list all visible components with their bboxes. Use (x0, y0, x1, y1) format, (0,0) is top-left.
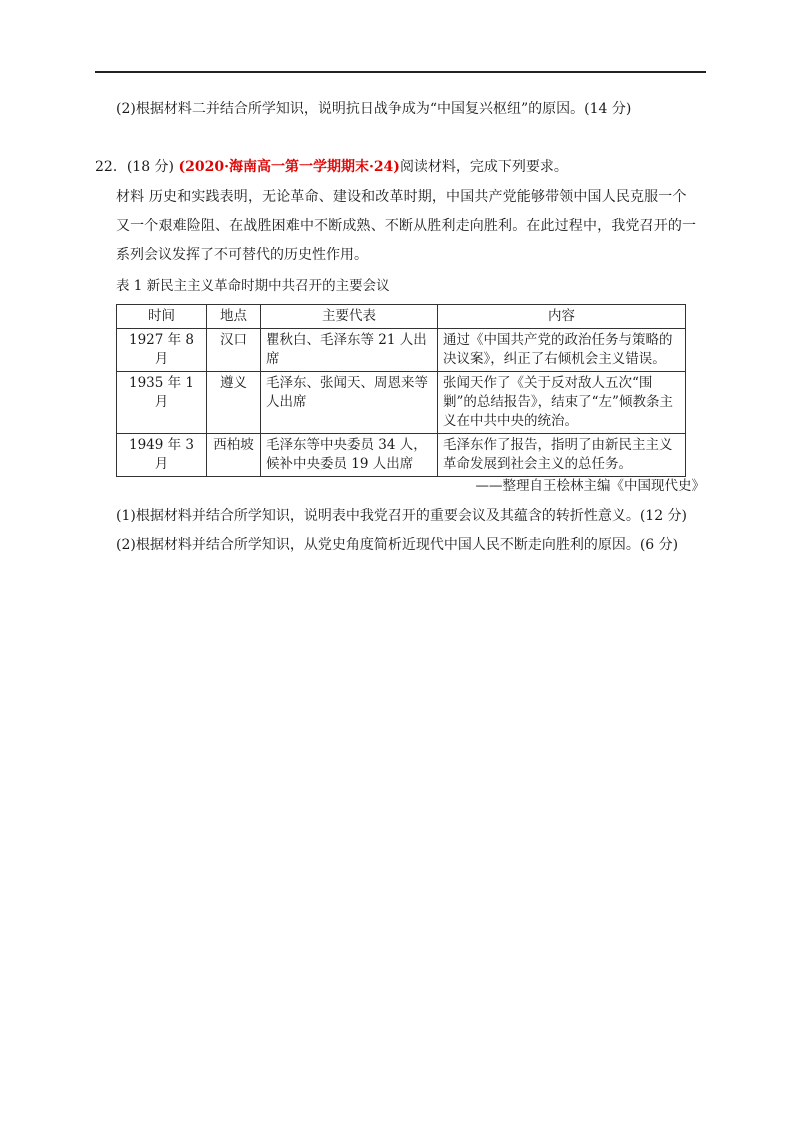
question-source: (2020·海南高一第一学期期末·24) (178, 159, 400, 175)
cell-content: 张闻天作了《关于反对敌人五次“围剿”的总结报告》，结束了“左”倾教条主义在中共中央的统治。 (438, 372, 686, 434)
citation: ——整理自王桧林主编《中国现代史》 (475, 478, 705, 494)
cell-representatives: 瞿秋白、毛泽东等 21 人出席 (261, 329, 438, 372)
cell-place: 西柏坡 (207, 434, 261, 477)
cell-place: 遵义 (207, 372, 261, 434)
sub-question-1: (1)根据材料并结合所学知识，说明表中我党召开的重要会议及其蕴含的转折性意义。(12 分) (116, 508, 688, 524)
cell-time: 1935 年 1 月 (117, 372, 207, 434)
table-row (117, 434, 686, 477)
header-content: 内容 (438, 305, 686, 329)
table-caption: 表 1 新民主主义革命时期中共召开的主要会议 (116, 278, 390, 294)
question-instruction: 阅读材料，完成下列要求。 (399, 159, 568, 175)
header-time: 时间 (117, 305, 207, 329)
cell-content: 毛泽东作了报告，指明了由新民主主义革命发展到社会主义的总任务。 (438, 434, 686, 477)
question-22-header (95, 157, 568, 177)
header-representatives: 主要代表 (261, 305, 438, 329)
cell-representatives: 毛泽东等中央委员 34 人，候补中央委员 19 人出席 (261, 434, 438, 477)
meetings-table (116, 304, 686, 477)
material-line-1: 材料 历史和实践表明，无论革命、建设和改革时期，中国共产党能够带领中国人民克服一个 (116, 189, 687, 205)
cell-time: 1927 年 8 月 (117, 329, 207, 372)
question-number: 22． (95, 159, 127, 175)
cell-time: 1949 年 3 月 (117, 434, 207, 477)
material-line-3: 系列会议发挥了不可替代的历史性作用。 (116, 247, 368, 263)
top-rule (95, 71, 706, 73)
table-header-row (117, 305, 686, 329)
question-score: (18 分) (126, 159, 175, 175)
table-row (117, 329, 686, 372)
prev-question-part2: (2)根据材料二并结合所学知识，说明抗日战争成为“中国复兴枢纽”的原因。(14 分) (116, 101, 632, 117)
sub-question-2: (2)根据材料并结合所学知识，从党史角度简析近现代中国人民不断走向胜利的原因。(6 分) (116, 537, 679, 553)
material-line-2: 又一个艰难险阻、在战胜困难中不断成熟、不断从胜利走向胜利。在此过程中，我党召开的一 (116, 218, 697, 234)
cell-place: 汉口 (207, 329, 261, 372)
cell-representatives: 毛泽东、张闻天、周恩来等人出席 (261, 372, 438, 434)
header-place: 地点 (207, 305, 261, 329)
cell-content: 通过《中国共产党的政治任务与策略的决议案》，纠正了右倾机会主义错误。 (438, 329, 686, 372)
table-row (117, 372, 686, 434)
